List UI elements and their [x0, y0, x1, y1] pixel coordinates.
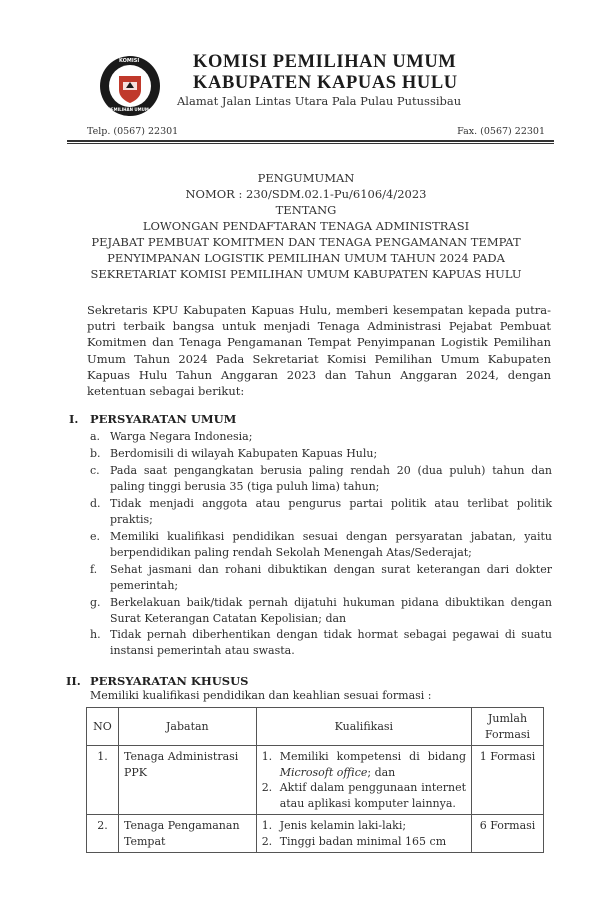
- list-item: [90, 595, 552, 628]
- row-no: 1.: [87, 746, 119, 815]
- fax-number: Fax. (0567) 22301: [457, 126, 545, 137]
- list-item: [90, 463, 552, 496]
- list-item-letter: h.: [90, 628, 101, 641]
- qualification-text: Tinggi badan minimal 165 cm: [279, 834, 447, 848]
- qualification-number: 1.: [261, 750, 273, 763]
- qualification-text: [280, 749, 466, 780]
- qualification-text: Jenis kelamin laki-laki;: [279, 819, 407, 832]
- header-kualifikasi: Kualifikasi: [256, 708, 471, 746]
- logo-text-bottom: PEMILIHAN UMUM: [108, 107, 149, 112]
- table-header-row: [87, 708, 544, 746]
- qualification-item: [262, 749, 466, 780]
- qualification-item: [262, 834, 466, 850]
- list-item-letter: f.: [90, 563, 98, 576]
- list-item: [90, 562, 552, 595]
- qualification-number: 2.: [261, 834, 273, 848]
- list-item: [90, 627, 552, 660]
- qualification-text-pre: Memiliki kompetensi di bidang: [279, 750, 467, 763]
- header-no: NO: [87, 708, 119, 746]
- list-item-text: Tidak menjadi anggota atau pengurus partai politik atau terlibat politik praktis;: [110, 497, 552, 527]
- doc-title-line2: PEJABAT PEMBUAT KOMITMEN DAN TENAGA PENGAMANAN TEMPAT: [91, 235, 521, 249]
- row-formasi: 1 Formasi: [472, 746, 544, 815]
- org-address: Alamat Jalan Lintas Utara Pala Pulau Putussibau: [177, 94, 462, 108]
- row-formasi: 6 Formasi: [472, 815, 544, 853]
- section2-title: PERSYARATAN KHUSUS: [90, 674, 249, 688]
- list-item-letter: e.: [90, 530, 101, 543]
- qualification-text-emphasis: Microsoft office: [279, 765, 368, 779]
- header-jumlah-formasi: Jumlah Formasi: [472, 708, 544, 746]
- list-item-letter: g.: [90, 596, 101, 609]
- header-rule-thick: [67, 140, 554, 142]
- doc-about: TENTANG: [275, 203, 337, 217]
- list-item: [90, 446, 552, 462]
- list-item-text: Tidak pernah diberhentikan dengan tidak hormat sebagai pegawai di suatu instansi pemerintah atau swasta.: [110, 628, 552, 658]
- section2-number: II.: [66, 674, 81, 688]
- list-item-letter: d.: [90, 497, 101, 510]
- list-item: [90, 529, 552, 562]
- list-item-letter: a.: [90, 430, 101, 443]
- qualification-text-post: ; dan: [367, 765, 396, 779]
- list-item: [90, 496, 552, 529]
- doc-number: NOMOR : 230/SDM.02.1-Pu/6106/4/2023: [185, 187, 427, 201]
- header-rule-thin: [67, 143, 554, 144]
- section1-title: PERSYARATAN UMUM: [90, 412, 237, 426]
- list-item-letter: c.: [90, 464, 100, 477]
- table-row: [87, 815, 544, 853]
- list-item-text: Warga Negara Indonesia;: [110, 430, 253, 443]
- org-name-line2: KABUPATEN KAPUAS HULU: [193, 73, 458, 93]
- row-kualifikasi: [256, 746, 471, 815]
- list-item-letter: b.: [90, 447, 101, 460]
- section1-number: I.: [69, 412, 79, 426]
- list-item-text: Memiliki kualifikasi pendidikan sesuai dengan persyaratan jabatan, yaitu berpendidikan paling rendah Sekolah Menengah Atas/Sederajat;: [110, 530, 552, 560]
- doc-title-line3: PENYIMPANAN LOGISTIK PEMILIHAN UMUM TAHUN 2024 PADA: [107, 251, 505, 265]
- intro-paragraph: Sekretaris KPU Kabupaten Kapuas Hulu, memberi kesempatan kepada putra-putri terbaik bangsa untuk menjadi Tenaga Administrasi Pejabat Pembuat Komitmen dan Tenaga Pengamanan Tempat Penyimpanan Logistik Pemilihan Umum Tahun 2024 Pada Sekretariat Komisi Pemilihan Umum Kabupaten Kapuas Hulu Tahun Anggaran 2023 dan Tahun Anggaran 2024, dengan ketentuan sebagai berikut:: [87, 303, 551, 399]
- list-item-text: Pada saat pengangkatan berusia paling rendah 20 (dua puluh) tahun dan paling tinggi berusia 35 (tiga puluh lima) tahun;: [110, 464, 552, 494]
- qualification-item: [262, 818, 466, 834]
- formation-table: [86, 707, 544, 853]
- qualification-number: 2.: [261, 781, 273, 794]
- row-kualifikasi: [256, 815, 471, 853]
- section2-subtitle: Memiliki kualifikasi pendidikan dan keahlian sesuai formasi :: [90, 689, 432, 702]
- logo-text-top: KOMISI: [119, 58, 140, 64]
- doc-title-line4: SEKRETARIAT KOMISI PEMILIHAN UMUM KABUPATEN KAPUAS HULU: [90, 267, 522, 281]
- doc-heading: PENGUMUMAN: [257, 171, 355, 185]
- qualification-item: [262, 780, 466, 811]
- row-jabatan: Tenaga Pengamanan Tempat: [118, 815, 256, 853]
- qualification-number: 1.: [261, 819, 273, 832]
- list-item-text: Berdomisili di wilayah Kabupaten Kapuas Hulu;: [110, 447, 378, 460]
- list-item-text: Sehat jasmani dan rohani dibuktikan dengan surat keterangan dari dokter pemerintah;: [110, 563, 552, 593]
- list-item: [90, 429, 552, 445]
- row-jabatan: Tenaga Administrasi PPK: [118, 746, 256, 815]
- list-item-text: Berkelakuan baik/tidak pernah dijatuhi hukuman pidana dibuktikan dengan Surat Keterangan Catatan Kepolisian; dan: [110, 596, 552, 626]
- org-name-line1: KOMISI PEMILIHAN UMUM: [193, 52, 457, 72]
- kpu-logo: [99, 54, 161, 118]
- header-jabatan: Jabatan: [118, 708, 256, 746]
- qualification-text: Aktif dalam penggunaan internet atau aplikasi komputer lainnya.: [279, 781, 467, 810]
- telephone: Telp. (0567) 22301: [87, 126, 179, 137]
- doc-title-line1: LOWONGAN PENDAFTARAN TENAGA ADMINISTRASI: [142, 219, 470, 233]
- table-row: [87, 746, 544, 815]
- row-no: 2.: [87, 815, 119, 853]
